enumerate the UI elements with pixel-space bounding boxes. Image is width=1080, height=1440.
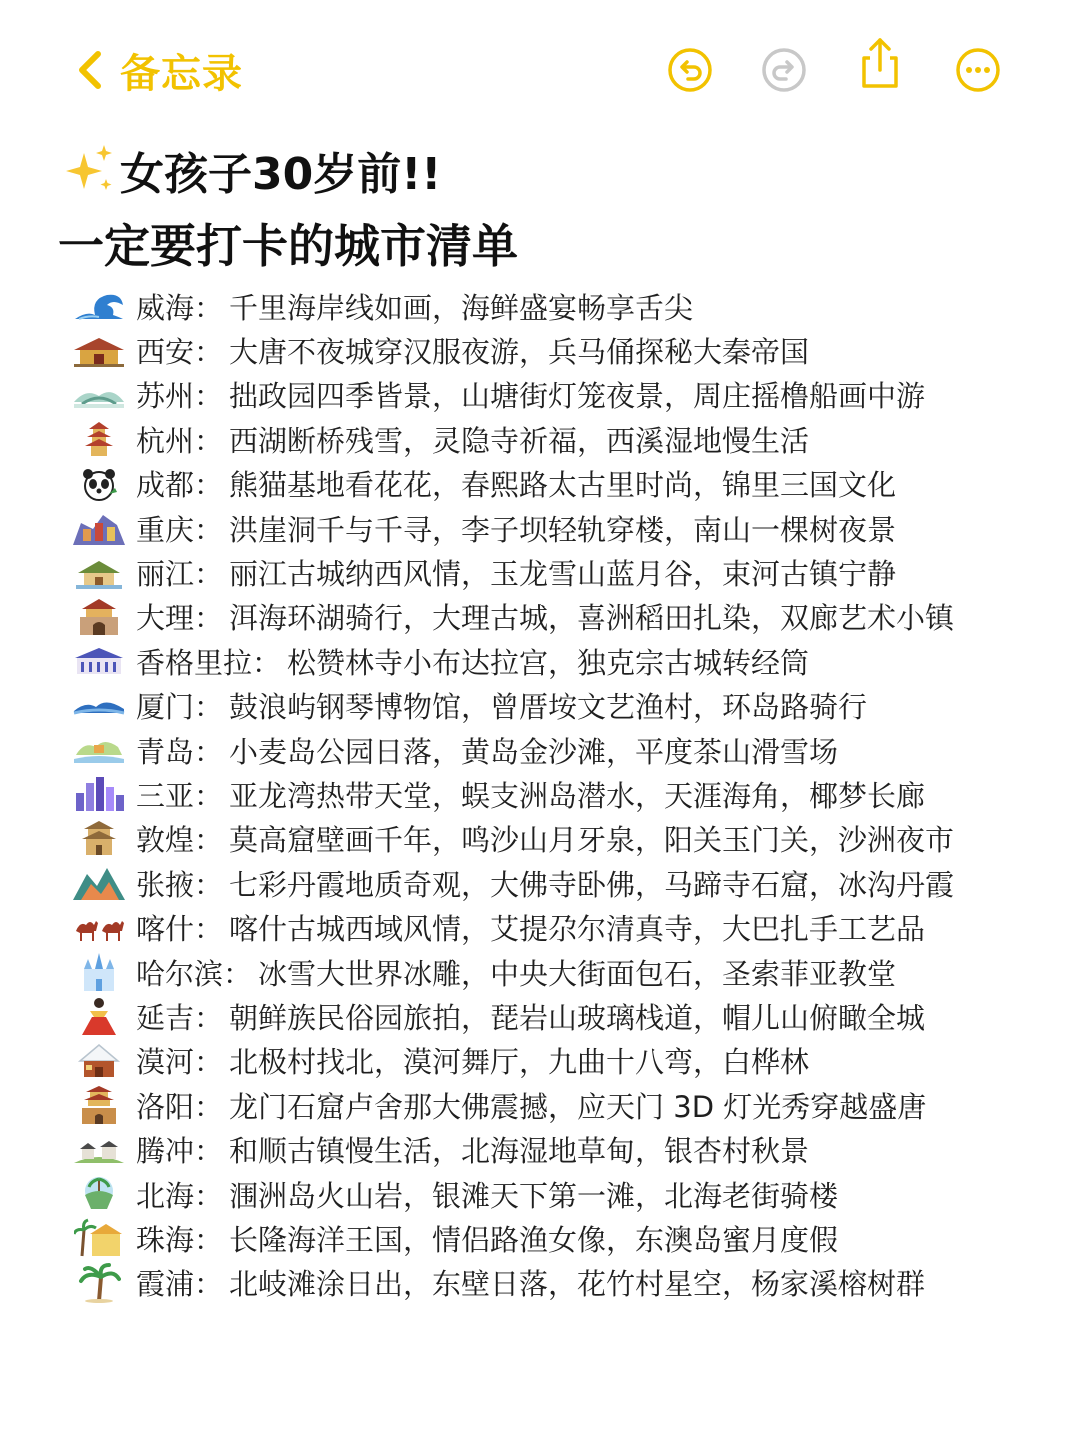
city-description: 拙政园四季皆景，山塘街灯笼夜景，周庄摇橹船画中游 — [229, 379, 926, 414]
palace-icon — [70, 331, 128, 371]
note-title-line-2: 一定要打卡的城市清单 — [58, 219, 518, 273]
separator: ： — [194, 1089, 224, 1124]
separator: ： — [194, 512, 224, 547]
separator: ： — [194, 1178, 224, 1213]
panda-icon — [70, 464, 128, 504]
more-button[interactable] — [952, 44, 1004, 96]
separator: ： — [194, 734, 224, 769]
separator: ： — [223, 956, 253, 991]
city-description: 喀什古城西域风情，艾提尕尔清真寺，大巴扎手工艺品 — [229, 912, 926, 947]
city-name: 青岛 — [136, 734, 195, 769]
city-description: 熊猫基地看花花，春熙路太古里时尚，锦里三国文化 — [229, 468, 897, 503]
separator: ： — [194, 335, 224, 370]
skyline-icon — [70, 774, 128, 814]
share-icon — [856, 36, 904, 92]
city-description: 冰雪大世界冰雕，中央大街面包石，圣索菲亚教堂 — [258, 956, 897, 991]
city-list-item — [70, 684, 1038, 728]
separator: ： — [194, 379, 224, 414]
city-list-item — [70, 1083, 1038, 1127]
city-name: 三亚 — [136, 778, 195, 813]
palm-tree-icon — [70, 1263, 128, 1303]
city-name: 杭州 — [136, 423, 195, 458]
hanbok-icon — [70, 996, 128, 1036]
city-description: 洱海环湖骑行，大理古城，喜洲稻田扎染，双廊艺术小镇 — [229, 601, 955, 636]
city-description: 七彩丹霞地质奇观，大佛寺卧佛，马蹄寺石窟，冰沟丹霞 — [229, 867, 955, 902]
city-list-item — [70, 728, 1038, 772]
separator: ： — [194, 468, 224, 503]
city-name: 丽江 — [136, 557, 195, 592]
city-list-item — [70, 373, 1038, 417]
separator: ： — [194, 601, 224, 636]
city-name: 成都 — [136, 468, 195, 503]
ice-castle-icon — [70, 952, 128, 992]
city-list-item — [70, 1261, 1038, 1305]
city-name: 喀什 — [136, 912, 195, 947]
palm-building-icon — [70, 1218, 128, 1258]
coastline-icon — [70, 730, 128, 770]
city-name: 苏州 — [136, 379, 195, 414]
city-list-item — [70, 639, 1038, 683]
city-list-item — [70, 1216, 1038, 1260]
city-list-item — [70, 1172, 1038, 1216]
city-list-item — [70, 462, 1038, 506]
city-name: 延吉 — [136, 1000, 195, 1035]
separator: ： — [194, 778, 224, 813]
redo-button[interactable] — [758, 44, 810, 96]
city-name: 西安 — [136, 335, 195, 370]
separator: ： — [194, 1045, 224, 1080]
separator: ： — [194, 912, 224, 947]
note-body[interactable] — [58, 132, 1038, 1305]
city-list-item — [70, 595, 1038, 639]
city-list — [70, 284, 1038, 1305]
gate-tower-icon — [70, 1085, 128, 1125]
city-list-item — [70, 328, 1038, 372]
note-title-line-1 — [58, 132, 1038, 208]
city-name: 腾冲 — [136, 1134, 195, 1169]
separator: ： — [194, 1000, 224, 1035]
separator: ： — [194, 823, 224, 858]
more-icon — [955, 47, 1001, 93]
city-name: 霞浦 — [136, 1267, 195, 1302]
redo-icon — [761, 47, 807, 93]
separator: ： — [252, 645, 282, 680]
city-name: 重庆 — [136, 512, 195, 547]
separator: ： — [194, 290, 224, 325]
city-description: 莫高窟壁画千年，鸣沙山月牙泉，阳关玉门关，沙洲夜市 — [229, 823, 955, 858]
city-description: 小麦岛公园日落，黄岛金沙滩，平度茶山滑雪场 — [229, 734, 839, 769]
city-list-item — [70, 506, 1038, 550]
floating-island-icon — [70, 1174, 128, 1214]
city-name: 珠海 — [136, 1222, 195, 1257]
separator: ： — [194, 1134, 224, 1169]
note-title-text: 女孩子30岁前!! — [120, 149, 442, 200]
city-list-item — [70, 284, 1038, 328]
undo-button[interactable] — [664, 44, 716, 96]
city-description: 和顺古镇慢生活，北海湿地草甸，银杏村秋景 — [229, 1134, 810, 1169]
city-list-item — [70, 905, 1038, 949]
city-gate-icon — [70, 597, 128, 637]
city-description: 朝鲜族民俗园旅拍，琵岩山玻璃栈道，帽儿山俯瞰全城 — [229, 1000, 926, 1035]
separator: ： — [194, 1267, 224, 1302]
back-label: 备忘录 — [120, 50, 243, 97]
separator: ： — [194, 690, 224, 725]
city-name: 厦门 — [136, 690, 195, 725]
city-list-item — [70, 994, 1038, 1038]
separator: ： — [194, 557, 224, 592]
city-name: 张掖 — [136, 867, 195, 902]
city-description: 亚龙湾热带天堂，蜈支洲岛潜水，天涯海角，椰梦长廊 — [229, 778, 926, 813]
sparkles-icon — [58, 139, 120, 201]
city-description: 涠洲岛火山岩，银滩天下第一滩，北海老街骑楼 — [229, 1178, 839, 1213]
city-name: 敦煌 — [136, 823, 195, 858]
city-list-item — [70, 950, 1038, 994]
city-description: 鼓浪屿钢琴博物馆，曾厝垵文艺渔村，环岛路骑行 — [229, 690, 868, 725]
city-name: 哈尔滨 — [136, 956, 224, 991]
wave-icon — [70, 286, 128, 326]
separator: ： — [194, 1222, 224, 1257]
navigation-bar — [0, 0, 1080, 130]
city-description: 丽江古城纳西风情，玉龙雪山蓝月谷，束河古镇宁静 — [229, 557, 897, 592]
city-description: 大唐不夜城穿汉服夜游，兵马俑探秘大秦帝国 — [229, 335, 810, 370]
city-description: 千里海岸线如画，海鲜盛宴畅享舌尖 — [229, 290, 694, 325]
city-description: 龙门石窟卢舍那大佛震撼，应天门 3D 灯光秀穿越盛唐 — [229, 1089, 927, 1124]
city-list-item — [70, 1127, 1038, 1171]
city-description: 西湖断桥残雪，灵隐寺祈福，西溪湿地慢生活 — [229, 423, 810, 458]
city-list-item — [70, 1039, 1038, 1083]
city-list-item — [70, 772, 1038, 816]
city-list-item — [70, 550, 1038, 594]
chevron-left-icon — [72, 46, 112, 94]
ancient-town-icon — [70, 553, 128, 593]
separator: ： — [194, 867, 224, 902]
share-button[interactable] — [854, 38, 906, 90]
mountain-icon — [70, 863, 128, 903]
separator: ： — [194, 423, 224, 458]
city-description: 松赞林寺小布达拉宫，独克宗古城转经筒 — [287, 645, 810, 680]
city-list-item — [70, 817, 1038, 861]
city-description: 长隆海洋王国，情侣路渔女像，东澳岛蜜月度假 — [229, 1222, 839, 1257]
city-list-item — [70, 417, 1038, 461]
island-icon — [70, 686, 128, 726]
city-description: 北岐滩涂日出，东壁日落，花竹村星空，杨家溪榕树群 — [229, 1267, 926, 1302]
camel-icon — [70, 908, 128, 948]
city-name: 威海 — [136, 290, 195, 325]
undo-icon — [667, 47, 713, 93]
tower-icon — [70, 819, 128, 859]
hillside-city-icon — [70, 508, 128, 548]
city-name: 洛阳 — [136, 1089, 195, 1124]
village-icon — [70, 1130, 128, 1170]
garden-icon — [70, 375, 128, 415]
city-name: 大理 — [136, 601, 195, 636]
city-list-item — [70, 861, 1038, 905]
snow-house-icon — [70, 1041, 128, 1081]
pagoda-icon — [70, 419, 128, 459]
city-name: 北海 — [136, 1178, 195, 1213]
city-name: 香格里拉 — [136, 645, 253, 680]
city-description: 洪崖洞千与千寻，李子坝轻轨穿楼，南山一棵树夜景 — [229, 512, 897, 547]
back-button[interactable] — [72, 44, 243, 96]
city-name: 漠河 — [136, 1045, 195, 1080]
monastery-icon — [70, 641, 128, 681]
city-description: 北极村找北，漠河舞厅，九曲十八弯，白桦林 — [229, 1045, 810, 1080]
